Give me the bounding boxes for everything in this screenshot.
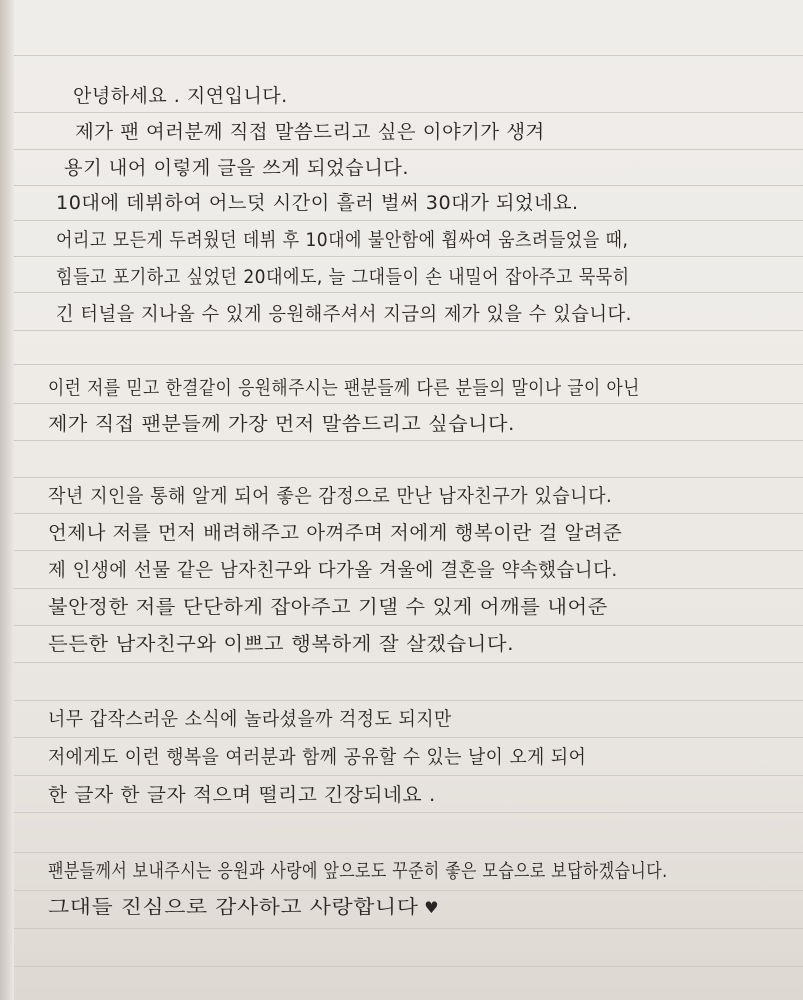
ruled-line — [14, 662, 803, 663]
letter-line: 안녕하세요 . 지연입니다. — [73, 85, 288, 107]
ruled-line — [14, 440, 803, 441]
ruled-line — [14, 185, 803, 186]
ruled-line — [14, 477, 803, 478]
letter-line: 어리고 모든게 두려웠던 데뷔 후 10대에 불안함에 휩싸여 움츠려들었을 때, — [56, 229, 629, 251]
ruled-line — [14, 112, 803, 113]
paper-binding-edge — [0, 0, 14, 1000]
ruled-line — [14, 890, 803, 891]
ruled-line — [14, 625, 803, 626]
ruled-line — [14, 775, 803, 776]
letter-line: 제 인생에 선물 같은 남자친구와 다가올 겨울에 결혼을 약속했습니다. — [48, 559, 618, 581]
letter-line: 저에게도 이런 행복을 여러분과 함께 공유할 수 있는 날이 오게 되어 — [48, 746, 587, 768]
ruled-line — [14, 513, 803, 514]
letter-line: 힘들고 포기하고 싶었던 20대에도, 늘 그대들이 손 내밀어 잡아주고 묵묵히 — [56, 266, 630, 288]
letter-line: 한 글자 한 글자 적으며 떨리고 긴장되네요 . — [48, 784, 436, 806]
ruled-line — [14, 403, 803, 404]
ruled-line — [14, 55, 803, 56]
ruled-line — [14, 966, 803, 967]
ruled-line — [14, 737, 803, 738]
letter-line: 이런 저를 믿고 한결같이 응원해주시는 팬분들께 다른 분들의 말이나 글이 아닌 — [48, 377, 640, 399]
ruled-line — [14, 700, 803, 701]
letter-line: 제가 직접 팬분들께 가장 먼저 말씀드리고 싶습니다. — [48, 413, 515, 435]
letter-line: 든든한 남자친구와 이쁘고 행복하게 잘 살겠습니다. — [48, 633, 515, 655]
letter-line: 작년 지인을 통해 알게 되어 좋은 감정으로 만난 남자친구가 있습니다. — [48, 485, 613, 507]
ruled-line — [14, 928, 803, 929]
letter-line: 그대들 진심으로 감사하고 사랑합니다 — [48, 896, 419, 918]
ruled-line — [14, 852, 803, 853]
letter-line: 10대에 데뷔하여 어느덧 시간이 흘러 벌써 30대가 되었네요. — [56, 192, 579, 214]
ruled-line — [14, 812, 803, 813]
letter-line: 언제나 저를 먼저 배려해주고 아껴주며 저에게 행복이란 걸 알려준 — [48, 522, 623, 544]
letter-closing-line — [48, 896, 440, 918]
ruled-line — [14, 256, 803, 257]
ruled-line — [14, 220, 803, 221]
ruled-line — [14, 330, 803, 331]
letter-line: 제가 팬 여러분께 직접 말씀드리고 싶은 이야기가 생겨 — [75, 121, 545, 143]
heart-icon: ♥ — [424, 898, 440, 917]
letter-line: 팬분들께서 보내주시는 응원과 사랑에 앞으로도 꾸준히 좋은 모습으로 보답하겠습니다. — [48, 860, 668, 882]
ruled-line — [14, 550, 803, 551]
letter-line: 불안정한 저를 단단하게 잡아주고 기댈 수 있게 어깨를 내어준 — [48, 596, 608, 618]
ruled-line — [14, 364, 803, 365]
ruled-line — [14, 149, 803, 150]
letter-line: 긴 터널을 지나올 수 있게 응원해주셔서 지금의 제가 있을 수 있습니다. — [56, 303, 632, 325]
letter-line: 너무 갑작스러운 소식에 놀라셨을까 걱정도 되지만 — [48, 708, 452, 730]
ruled-line — [14, 588, 803, 589]
ruled-line — [14, 292, 803, 293]
letter-line: 용기 내어 이렇게 글을 쓰게 되었습니다. — [64, 157, 409, 179]
